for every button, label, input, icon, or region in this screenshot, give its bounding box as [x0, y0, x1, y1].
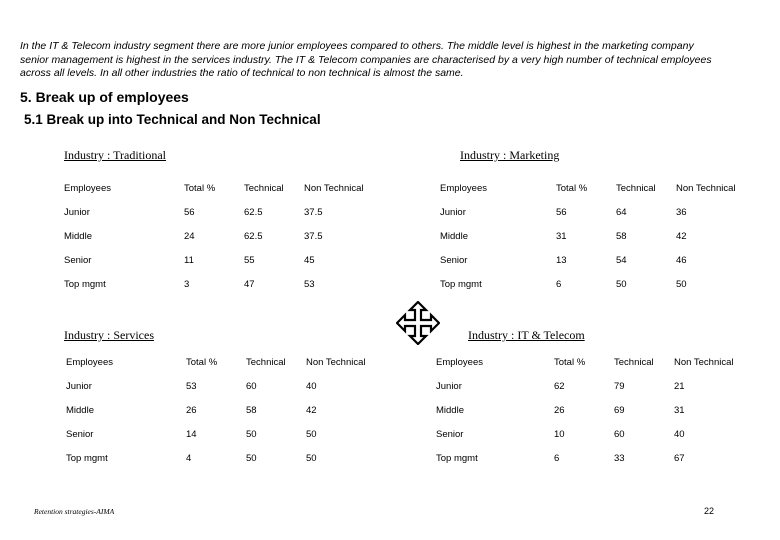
- cell-employees: Top mgmt: [440, 279, 482, 290]
- header-technical: Technical: [246, 357, 286, 368]
- header-total: Total %: [554, 357, 586, 368]
- move-arrows-icon[interactable]: [396, 301, 440, 345]
- cell-total: 26: [186, 405, 197, 416]
- header-employees: Employees: [66, 357, 113, 368]
- cell-employees: Junior: [64, 207, 90, 218]
- cell-technical: 50: [246, 453, 257, 464]
- cell-non-technical: 31: [674, 405, 685, 416]
- panel-title-services: Industry : Services: [64, 328, 154, 342]
- cell-non-technical: 37.5: [304, 207, 323, 218]
- header-employees: Employees: [64, 183, 111, 194]
- cell-total: 4: [186, 453, 192, 464]
- cell-technical: 60: [614, 429, 625, 440]
- cell-total: 6: [556, 279, 562, 290]
- cell-technical: 54: [616, 255, 627, 266]
- cell-non-technical: 37.5: [304, 231, 323, 242]
- panel-title-traditional: Industry : Traditional: [64, 148, 167, 162]
- cell-technical: 33: [614, 453, 625, 464]
- cell-total: 26: [554, 405, 565, 416]
- cell-technical: 58: [616, 231, 627, 242]
- header-non-technical: Non Technical: [304, 183, 364, 194]
- cell-employees: Middle: [436, 405, 464, 416]
- cell-technical: 50: [616, 279, 627, 290]
- header-non-technical: Non Technical: [674, 357, 734, 368]
- header-employees: Employees: [436, 357, 483, 368]
- cell-total: 53: [186, 381, 197, 392]
- cell-employees: Top mgmt: [66, 453, 108, 464]
- cell-employees: Junior: [440, 207, 466, 218]
- cell-employees: Middle: [64, 231, 92, 242]
- header-non-technical: Non Technical: [306, 357, 366, 368]
- cell-technical: 62.5: [244, 231, 263, 242]
- cell-employees: Top mgmt: [436, 453, 478, 464]
- cell-total: 3: [184, 279, 190, 290]
- cell-technical: 62.5: [244, 207, 263, 218]
- cell-employees: Top mgmt: [64, 279, 106, 290]
- header-total: Total %: [184, 183, 216, 194]
- cell-employees: Middle: [66, 405, 94, 416]
- header-total: Total %: [556, 183, 588, 194]
- cell-non-technical: 45: [304, 255, 315, 266]
- cell-technical: 58: [246, 405, 257, 416]
- cell-total: 14: [186, 429, 197, 440]
- cell-technical: 64: [616, 207, 627, 218]
- cell-non-technical: 40: [306, 381, 317, 392]
- cell-employees: Senior: [66, 429, 94, 440]
- cell-non-technical: 53: [304, 279, 315, 290]
- panel-title-marketing: Industry : Marketing: [460, 148, 560, 162]
- cell-employees: Senior: [440, 255, 468, 266]
- cell-technical: 60: [246, 381, 257, 392]
- cell-technical: 79: [614, 381, 625, 392]
- cell-technical: 47: [244, 279, 255, 290]
- header-technical: Technical: [614, 357, 654, 368]
- cell-employees: Junior: [66, 381, 92, 392]
- page-number: 22: [704, 506, 715, 516]
- cell-non-technical: 42: [676, 231, 687, 242]
- cell-non-technical: 36: [676, 207, 687, 218]
- cell-total: 62: [554, 381, 565, 392]
- cell-employees: Senior: [64, 255, 92, 266]
- footer-source: Retention strategies-AIMA: [34, 507, 115, 516]
- header-employees: Employees: [440, 183, 487, 194]
- cell-non-technical: 50: [306, 429, 317, 440]
- cell-employees: Senior: [436, 429, 464, 440]
- cell-technical: 50: [246, 429, 257, 440]
- cell-non-technical: 21: [674, 381, 685, 392]
- intro-paragraph: In the IT & Telecom industry segment there are more junior employees compared to others. The middle level is highest in the marketing company senior management is highest in the services industry. The IT & Telecom companies are characterised by a very high number of technical employees across all levels. In all other industries the ratio of technical to non technical is almost the same.: [20, 40, 712, 79]
- cell-technical: 69: [614, 405, 625, 416]
- cell-total: 13: [556, 255, 567, 266]
- cell-total: 56: [184, 207, 195, 218]
- cell-non-technical: 46: [676, 255, 687, 266]
- cell-non-technical: 50: [306, 453, 317, 464]
- cell-total: 56: [556, 207, 567, 218]
- cell-employees: Middle: [440, 231, 468, 242]
- cell-total: 11: [184, 255, 194, 266]
- cell-non-technical: 67: [674, 453, 685, 464]
- cell-non-technical: 50: [676, 279, 687, 290]
- cell-non-technical: 40: [674, 429, 685, 440]
- cell-total: 10: [554, 429, 565, 440]
- cell-total: 24: [184, 231, 195, 242]
- subsection-heading: 5.1 Break up into Technical and Non Technical: [24, 112, 321, 127]
- header-technical: Technical: [244, 183, 284, 194]
- header-technical: Technical: [616, 183, 656, 194]
- cell-total: 6: [554, 453, 560, 464]
- section-heading: 5. Break up of employees: [20, 89, 189, 105]
- panel-title-it-telecom: Industry : IT & Telecom: [468, 328, 585, 342]
- cell-employees: Junior: [436, 381, 462, 392]
- header-non-technical: Non Technical: [676, 183, 736, 194]
- cell-technical: 55: [244, 255, 255, 266]
- cell-non-technical: 42: [306, 405, 317, 416]
- cell-total: 31: [556, 231, 567, 242]
- header-total: Total %: [186, 357, 218, 368]
